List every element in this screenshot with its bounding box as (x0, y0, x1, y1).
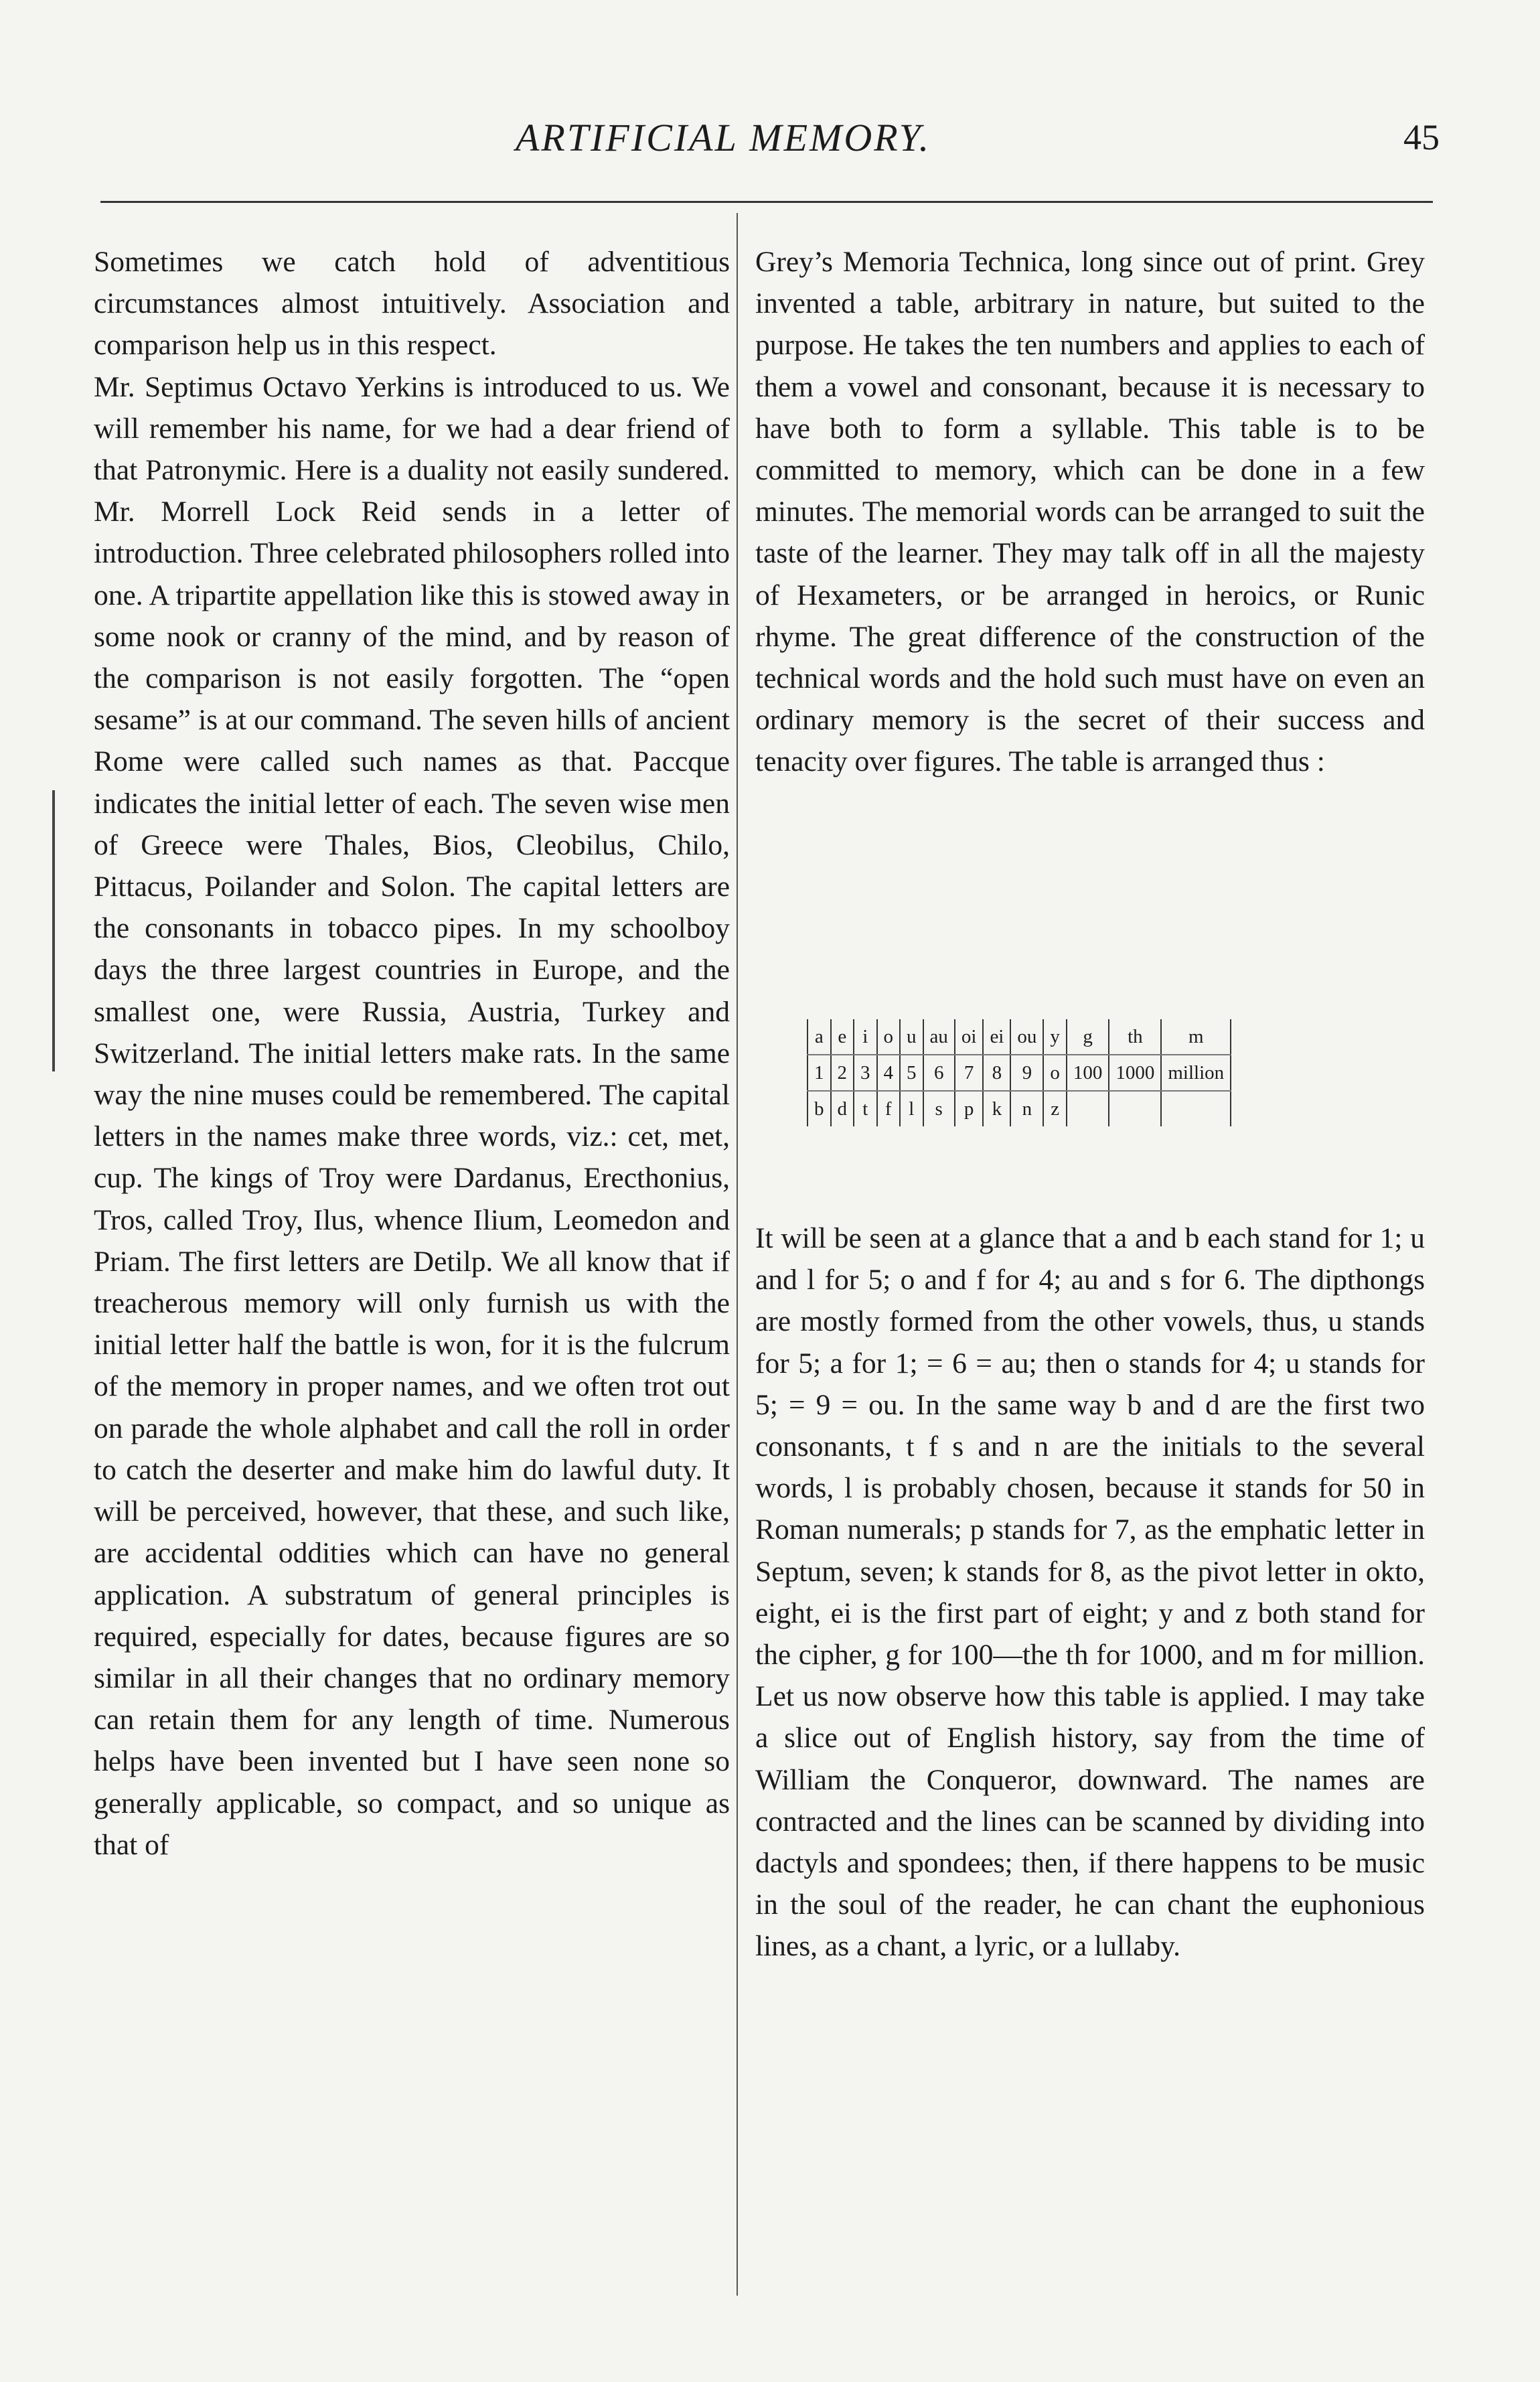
table-cell: f (877, 1091, 901, 1126)
table-row (807, 1055, 1231, 1091)
table-cell: s (923, 1091, 955, 1126)
left-column (94, 241, 730, 1866)
table-cell: million (1161, 1055, 1231, 1091)
table-cell: y (1043, 1019, 1067, 1055)
memory-table-wrap (807, 1019, 1363, 1126)
table-cell: 5 (900, 1055, 923, 1091)
table-cell: z (1043, 1091, 1067, 1126)
table-cell: d (831, 1091, 854, 1126)
table-cell: th (1109, 1019, 1161, 1055)
table-cell: 100 (1067, 1055, 1109, 1091)
table-cell: au (923, 1019, 955, 1055)
table-cell: 4 (877, 1055, 901, 1091)
table-cell: k (983, 1091, 1010, 1126)
table-cell: i (854, 1019, 877, 1055)
table-cell: u (900, 1019, 923, 1055)
margin-mark (52, 790, 55, 1071)
page-header (100, 115, 1440, 175)
paragraph: Sometimes we catch hold of adventitious circumstances almost intuitively. Association and comparison help us in this respect. (94, 246, 730, 362)
paragraph: Mr. Septimus Octavo Yerkins is introduced to us. We will remember his name, for we had a dear friend of that Patronymic. Here is a duality not easily sundered. Mr. Morrell Lock Reid sends in a letter of introduction. Three celebrated philosophers rolled into one. A tripartite appellation like this is stowed away in some nook or cranny of the mind, and by reason of the comparison is not easily forgotten. The “open sesame” is at our command. The seven hills of ancient Rome were called such names as that. Paccque indicates the initial letter of each. The seven wise men of Greece were Thales, Bios, Cleobilus, Chilo, Pittacus, Poilander and Solon. The capital letters are the consonants in tobacco pipes. In my schoolboy days the three largest countries in Europe, and the smallest one, were Russia, Austria, Turkey and Switzerland. The initial letters make rats. In the same way the nine muses could be remembered. The capital letters in the names make three words, viz.: cet, met, cup. The kings of Troy were Dardanus, Erecthonius, Tros, called Troy, Ilus, whence Ilium, Leomedon and Priam. The first letters are Detilp. We all know that if treacherous memory will only furnish us with the initial letter half the battle is won, for it is the fulcrum of the memory in proper names, and we often trot out on parade the whole alphabet and call the roll in order to catch the deserter and make him do lawful duty. It will be perceived, however, that these, and such like, are accidental oddities which can have no general application. A substratum of general principles is required, especially for dates, because figures are so similar in all their changes that no ordinary memory can retain them for any length of time. Numerous helps have been invented but I have seen none so generally applicable, so compact, and so unique as that of (94, 370, 730, 1861)
table-cell: l (900, 1091, 923, 1126)
table-cell (1109, 1091, 1161, 1126)
table-cell: g (1067, 1019, 1109, 1055)
right-column-bottom (755, 1217, 1425, 1967)
table-cell: oi (955, 1019, 984, 1055)
running-title: ARTIFICIAL MEMORY. (516, 116, 931, 159)
table-cell (1067, 1091, 1109, 1126)
table-cell: 1000 (1109, 1055, 1161, 1091)
paragraph: It will be seen at a glance that a and b each stand for 1; u and l for 5; o and f for 4; au and s for 6. The dipthongs are mostly formed from the other vowels, thus, u stands for 5; a for 1; = 6 = au; then o stands for 4; u stands for 5; = 9 = ou. In the same way b and d are the first two consonants, t f s and n are the initials to the several words, l is probably chosen, because it stands for 50 in Roman numerals; p stands for 7, as the emphatic letter in Septum, seven; k stands for 8, as the pivot letter in okto, eight, ei is the first part of eight; y and z both stand for the cipher, g for 100—the th for 1000, and m for million. Let us now observe how this table is applied. I may take a slice out of English history, say from the time of William the Conqueror, downward. The names are contracted and the lines can be scanned by dividing into dactyls and spondees; then, if there happens to be music in the soul of the reader, he can chant the euphonious lines, as a chant, a lyric, or a lullaby. (755, 1222, 1425, 1963)
column-divider (737, 213, 738, 2296)
paragraph: Grey’s Memoria Technica, long since out of print. Grey invented a table, arbitrary in nature, but suited to the purpose. He takes the ten numbers and applies to each of them a vowel and consonant, because it is necessary to have both to form a syllable. This table is to be committed to memory, which can be done in a few minutes. The memorial words can be arranged to suit the taste of the learner. They may talk off in all the majesty of Hexameters, or be arranged in heroics, or Runic rhyme. The great difference of the construction of the technical words and the hold such must have on even an ordinary memory is the secret of their success and tenacity over figures. The table is arranged thus : (755, 246, 1425, 778)
table-row (807, 1019, 1231, 1055)
table-cell: a (807, 1019, 831, 1055)
table-cell: 3 (854, 1055, 877, 1091)
table-cell: ei (983, 1019, 1010, 1055)
table-cell: p (955, 1091, 984, 1126)
table-cell: b (807, 1091, 831, 1126)
table-cell: n (1010, 1091, 1043, 1126)
table-cell: 2 (831, 1055, 854, 1091)
right-column-top (755, 241, 1425, 783)
table-cell: o (877, 1019, 901, 1055)
table-cell: e (831, 1019, 854, 1055)
table-cell: 6 (923, 1055, 955, 1091)
table-cell: 1 (807, 1055, 831, 1091)
table-cell: ou (1010, 1019, 1043, 1055)
table-cell: 8 (983, 1055, 1010, 1091)
table-cell: m (1161, 1019, 1231, 1055)
header-rule (100, 201, 1433, 203)
table-cell: 7 (955, 1055, 984, 1091)
page-number: 45 (1403, 117, 1440, 157)
table-cell: t (854, 1091, 877, 1126)
table-cell: 9 (1010, 1055, 1043, 1091)
table-row (807, 1091, 1231, 1126)
table-cell (1161, 1091, 1231, 1126)
memory-table (807, 1019, 1231, 1126)
table-cell: o (1043, 1055, 1067, 1091)
